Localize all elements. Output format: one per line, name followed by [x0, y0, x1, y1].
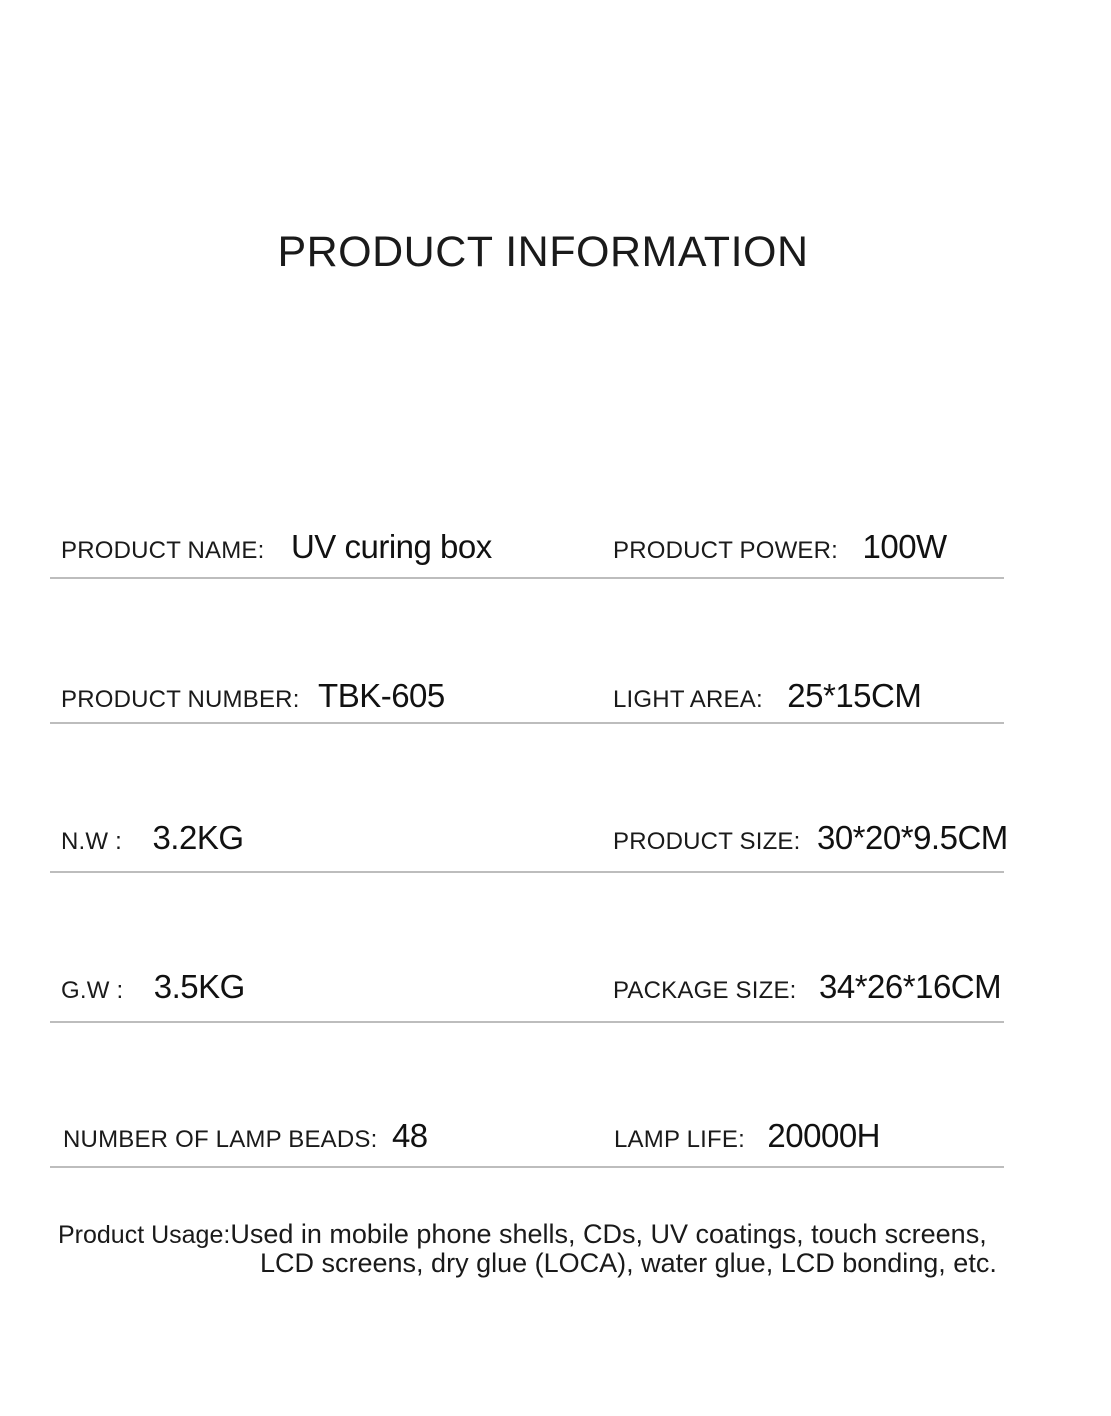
- spec-product-size: [613, 821, 1008, 854]
- usage-label: Product Usage:: [58, 1221, 231, 1249]
- spec-label: PRODUCT NUMBER:: [61, 686, 300, 713]
- spec-net-weight: [61, 821, 244, 854]
- row-divider: [50, 577, 1004, 579]
- spec-lamp-beads: [63, 1119, 428, 1152]
- usage-text-2: LCD screens, dry glue (LOCA), water glue, LCD bonding, etc.: [260, 1248, 997, 1278]
- spec-lamp-life: [614, 1119, 880, 1152]
- spec-product-number: [61, 679, 445, 712]
- spec-value: 34*26*16CM: [819, 968, 1002, 1005]
- spec-product-name: [61, 530, 492, 563]
- row-divider: [50, 871, 1004, 873]
- spec-value: 3.5KG: [153, 968, 245, 1005]
- usage-line-1: [58, 1220, 1098, 1249]
- product-usage: [58, 1220, 1098, 1277]
- spec-label: LIGHT AREA:: [613, 686, 763, 713]
- spec-value: 30*20*9.5CM: [816, 819, 1008, 856]
- spec-value: TBK-605: [318, 677, 445, 714]
- spec-product-power: [613, 530, 947, 563]
- spec-label: PRODUCT POWER:: [613, 537, 839, 564]
- spec-label: N.W :: [61, 828, 122, 855]
- spec-label: NUMBER OF LAMP BEADS:: [63, 1126, 378, 1153]
- row-divider: [50, 722, 1004, 724]
- spec-label: G.W :: [61, 977, 124, 1004]
- row-divider: [50, 1166, 1004, 1168]
- spec-value: 100W: [862, 528, 947, 565]
- spec-light-area: [613, 679, 921, 712]
- spec-label: PRODUCT NAME:: [61, 537, 265, 564]
- usage-text-1: Used in mobile phone shells, CDs, UV coatings, touch screens,: [230, 1219, 987, 1249]
- page-title: PRODUCT INFORMATION: [277, 228, 809, 276]
- spec-value: UV curing box: [290, 528, 492, 565]
- spec-package-size: [613, 970, 1001, 1003]
- spec-value: 3.2KG: [152, 819, 244, 856]
- spec-label: LAMP LIFE:: [614, 1126, 745, 1153]
- row-divider: [50, 1021, 1004, 1023]
- spec-label: PACKAGE SIZE:: [613, 977, 797, 1004]
- spec-value: 20000H: [767, 1117, 881, 1154]
- spec-gross-weight: [61, 970, 245, 1003]
- spec-value: 48: [391, 1117, 428, 1154]
- spec-value: 25*15CM: [787, 677, 922, 714]
- spec-label: PRODUCT SIZE:: [613, 828, 801, 855]
